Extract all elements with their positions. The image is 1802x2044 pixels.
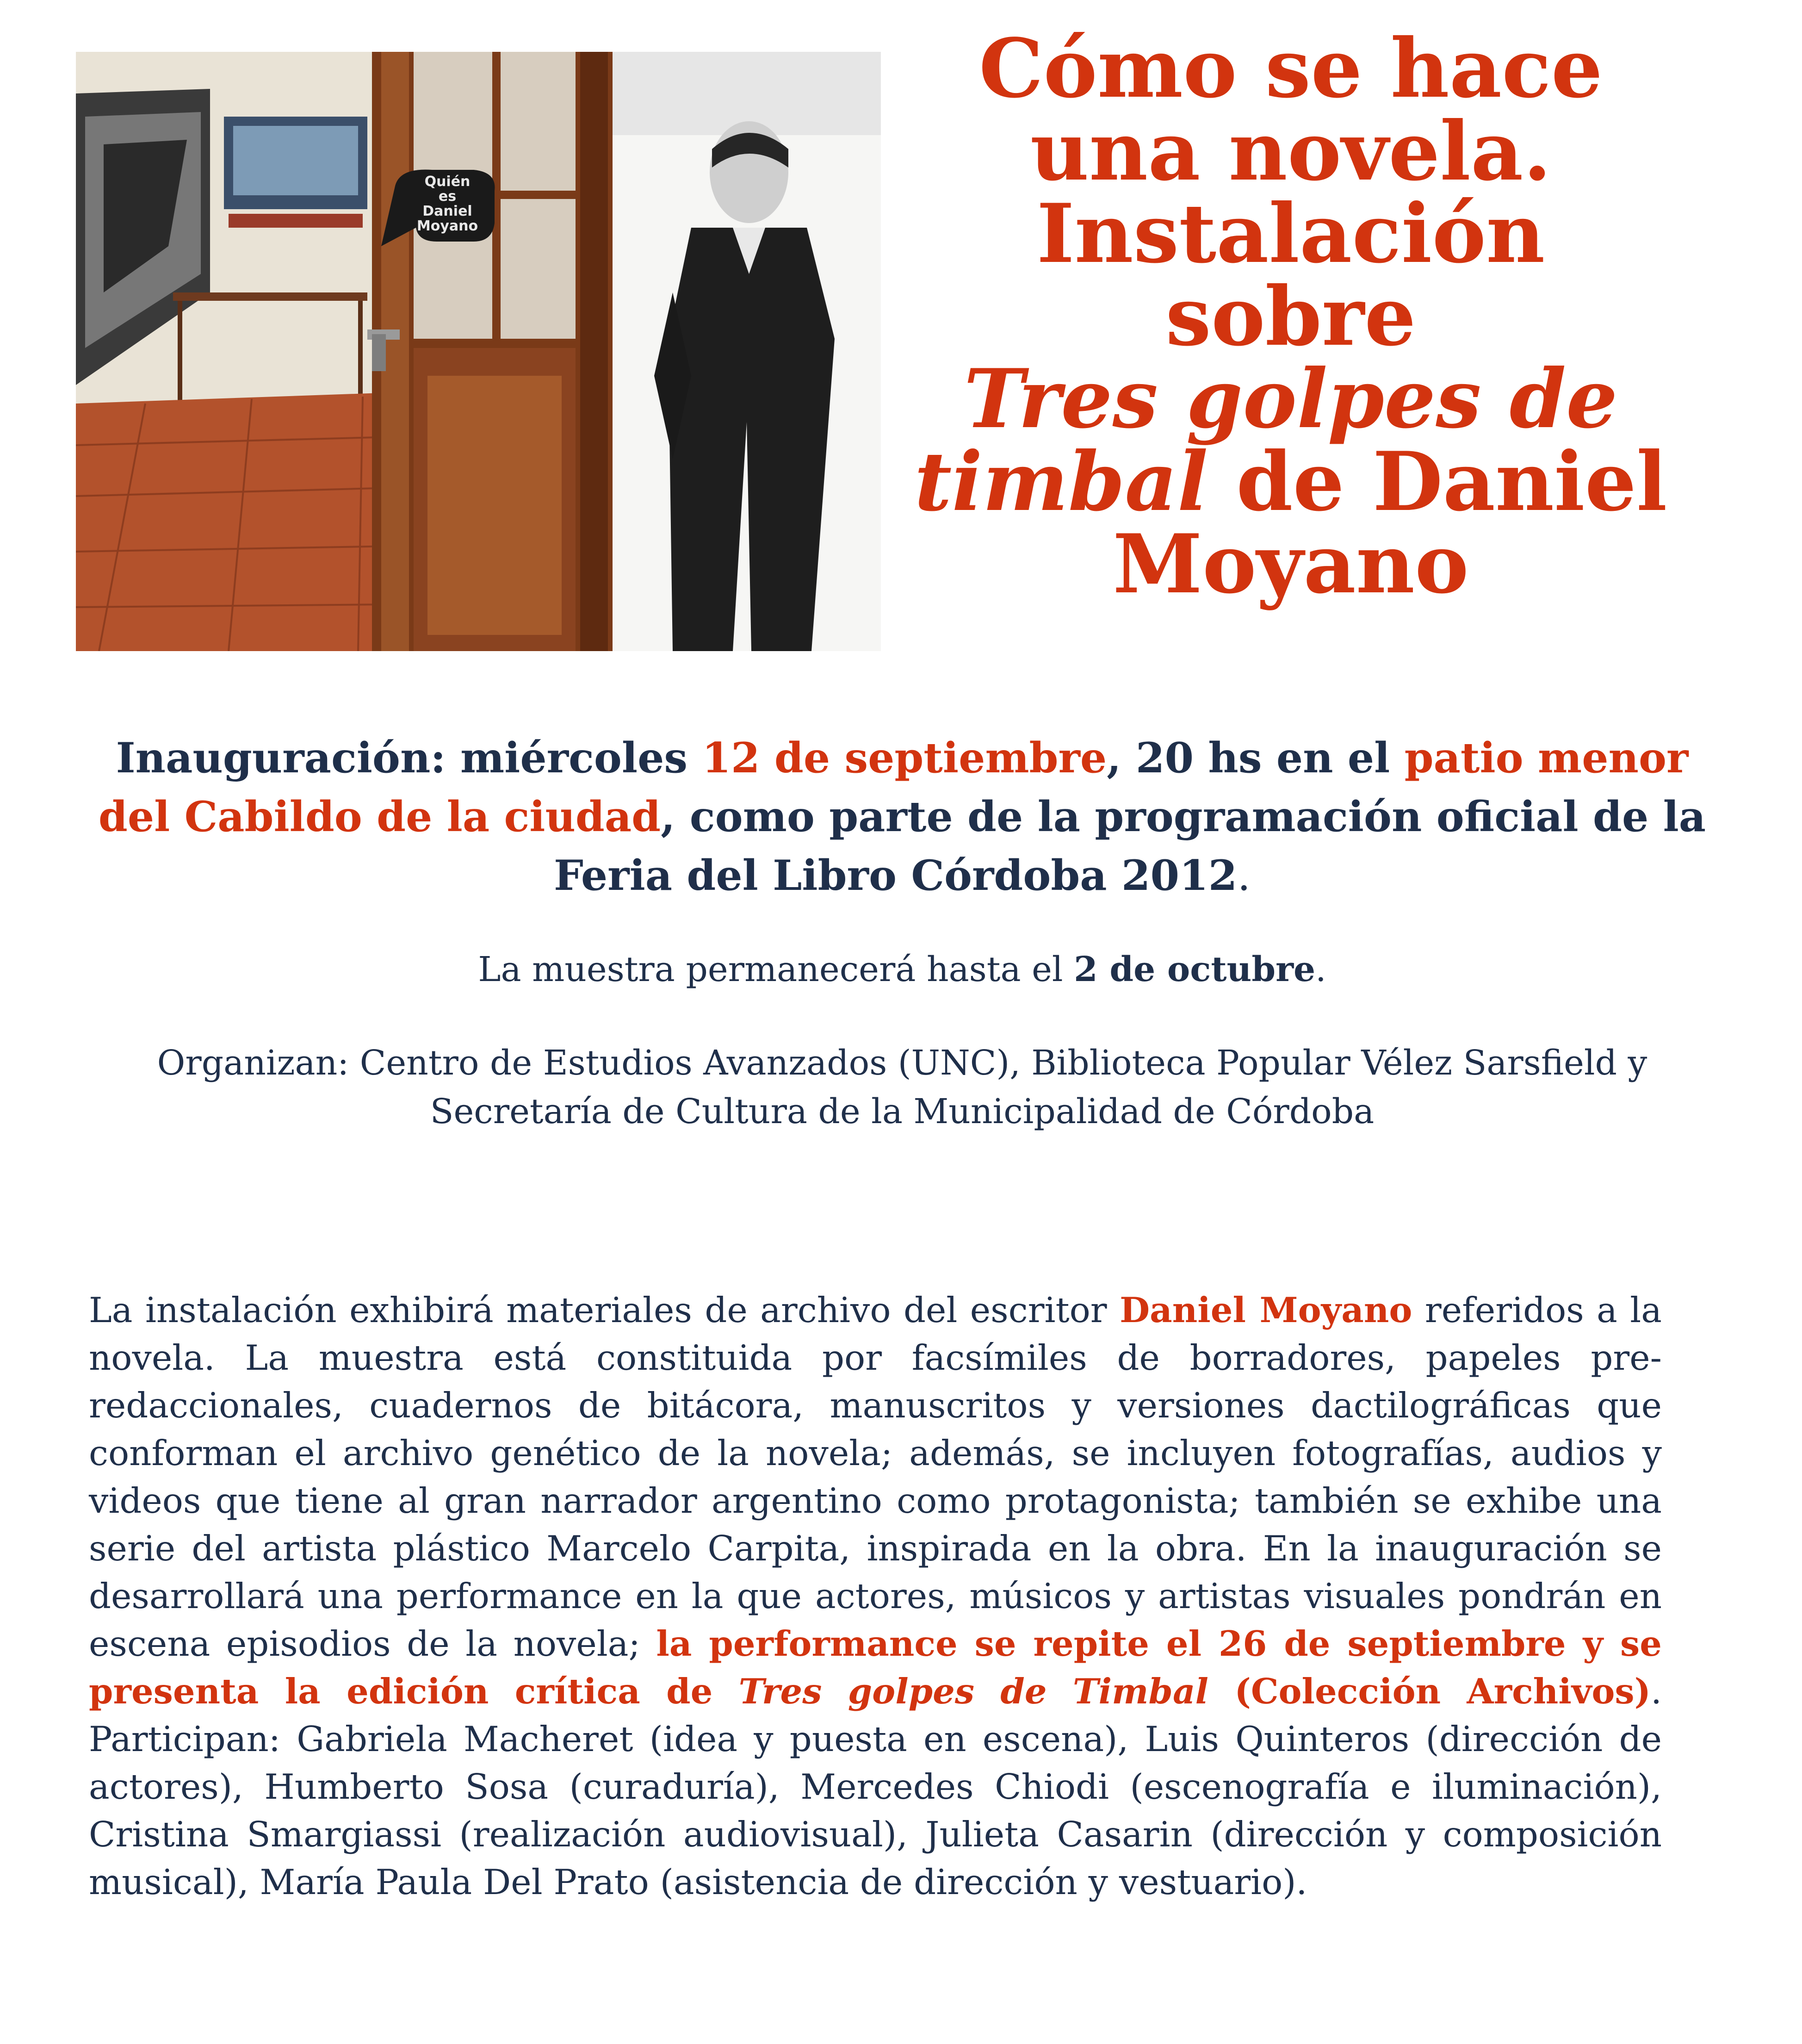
description-text: La instalación exhibirá materiales de archivo del escritor [89, 1290, 1120, 1330]
performance-highlight: (Colección Archivos) [1208, 1671, 1651, 1712]
title-line: Instalación sobre [1036, 186, 1545, 364]
performance-highlight-book [739, 1671, 1208, 1712]
inauguration-rest: , como parte de la programación oficial de la Feria del Libro Córdoba 2012 [553, 792, 1706, 900]
inauguration-label: Inauguración: miércoles [116, 733, 702, 783]
photo-sign [408, 174, 487, 234]
participants-text: . Participan: Gabriela Macheret (idea y puesta en escena), Luis Quinteros (dirección de actores), Humberto Sosa (curaduría), Mercedes Chiodi (escenografía e iluminación), Cristina Smargiassi (realización audiovisual), Julieta Casarin (dirección y composición musical), María Paula Del Prato (asistencia de dirección y vestuario). [89, 1671, 1662, 1902]
photo-sign-line: es [438, 188, 457, 205]
title-book-italic: timbal [914, 434, 1208, 529]
title-book-italic: Tres golpes de [964, 352, 1618, 447]
title-line: Cómo se hace [978, 21, 1603, 116]
exhibition-duration [79, 946, 1726, 993]
page-title [898, 21, 1684, 612]
title-line: una novela. [1030, 104, 1552, 199]
exhibition-photo-drawing [76, 52, 881, 651]
duration-end: . [1315, 950, 1326, 989]
description-paragraph [89, 1286, 1662, 1906]
author-name: Daniel Moyano [1120, 1290, 1412, 1330]
title-line [898, 434, 1684, 529]
title-line-rest: de Daniel [1208, 434, 1667, 529]
duration-date: 2 de octubre [1074, 950, 1316, 989]
inauguration-place: patio menor del Cabildo de la ciudad [98, 733, 1689, 841]
inauguration-end: . [1237, 851, 1251, 900]
book-title-italic: Tres golpes de Timbal [738, 1671, 1209, 1712]
exhibition-photo [76, 52, 881, 651]
inauguration-date: 12 de septiembre [702, 733, 1107, 783]
performance-highlight: la performance se repite el 26 de septiembre y se presenta la edición crítica de [89, 1623, 1662, 1712]
inauguration-info [79, 729, 1726, 905]
title-line: Moyano [1113, 517, 1469, 612]
photo-sign-line: Quién [424, 174, 471, 190]
organizers-line: Secretaría de Cultura de la Municipalidad de Córdoba [430, 1092, 1375, 1131]
title-line [898, 352, 1684, 447]
photo-sign-line: Daniel [422, 203, 472, 219]
organizers [79, 1039, 1726, 1136]
description-text: referidos a la novela. La muestra está constituida por facsímiles de borradores, papeles pre-redaccionales, cuadernos de bitácora, manuscritos y versiones dactilográficas que conforman el archivo genético de la novela; además, se incluyen fotografías, audios y videos que tiene al gran narrador argentino como protagonista; también se exhibe una serie del artista plástico Marcelo Carpita, inspirada en la obra. En la inauguración se desarrollará una performance en la que actores, músicos y artistas visuales pondrán en escena episodios de la novela; [89, 1290, 1662, 1664]
photo-sign-line: Moyano [416, 218, 478, 234]
inauguration-time: , 20 hs en el [1107, 733, 1405, 783]
organizers-line: Organizan: Centro de Estudios Avanzados (UNC), Biblioteca Popular Vélez Sarsfield y [157, 1043, 1647, 1083]
duration-text: La muestra permanecerá hasta el [478, 950, 1074, 989]
